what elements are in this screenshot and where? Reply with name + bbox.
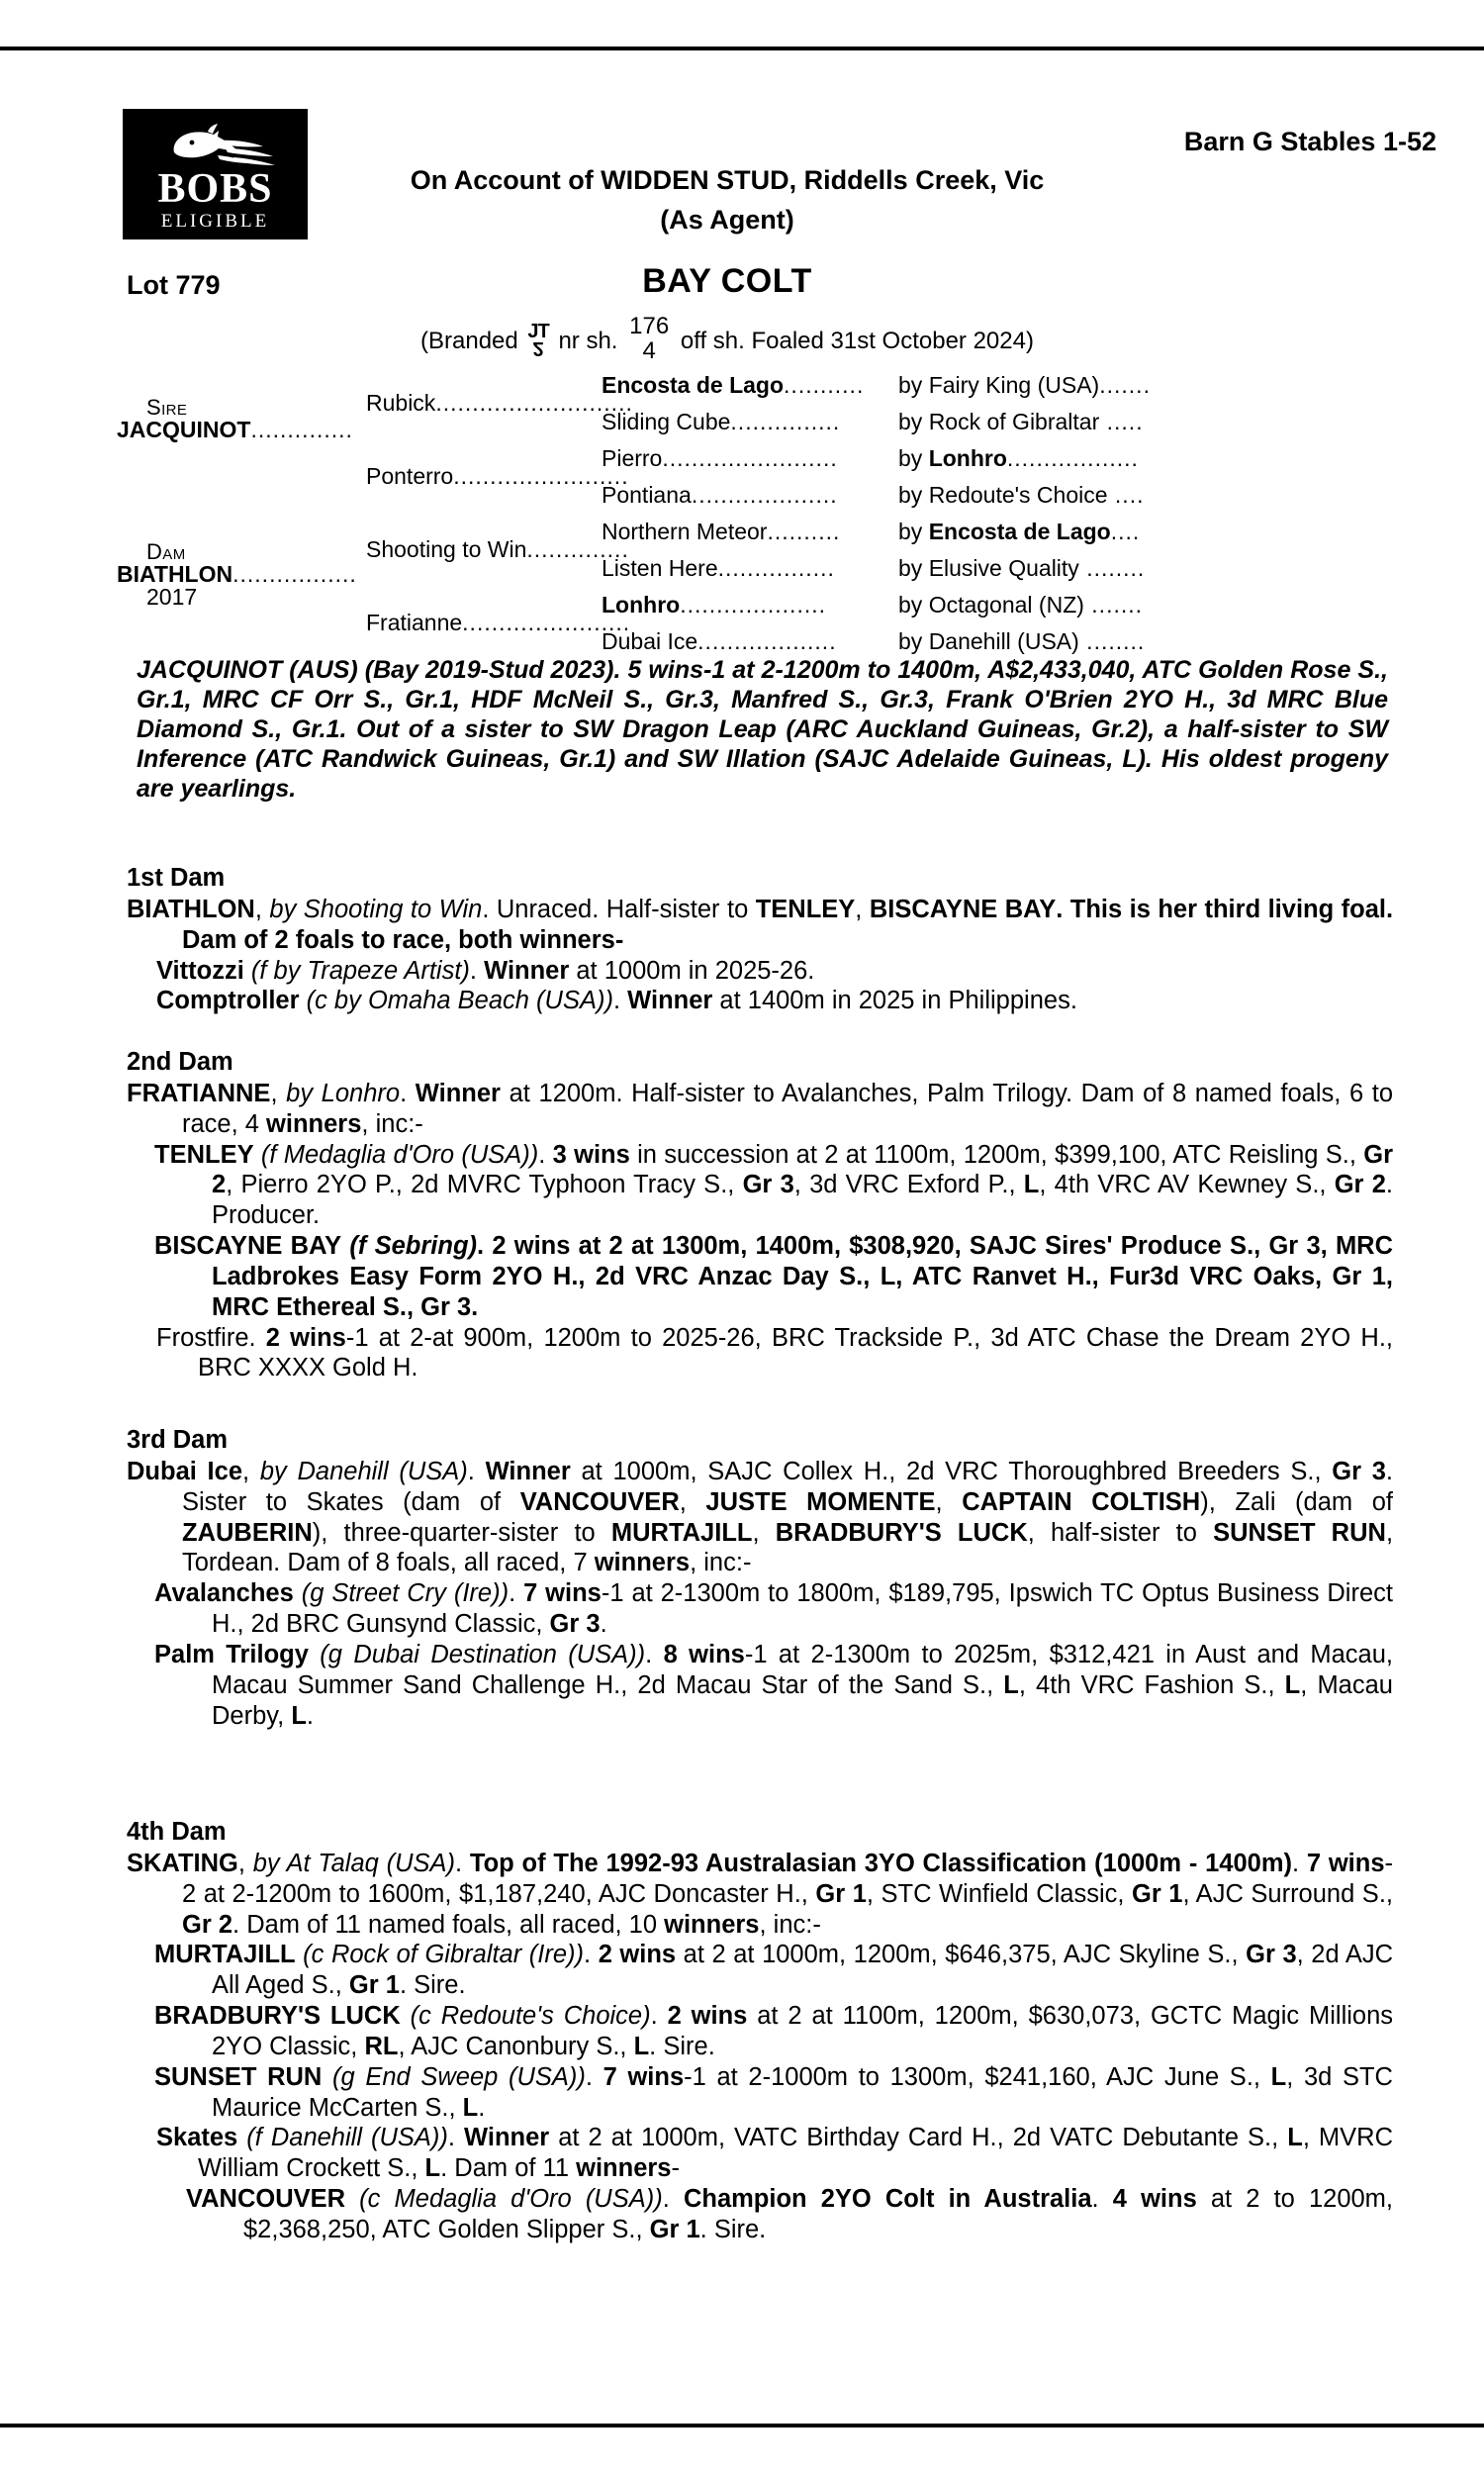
pedigree-gen2-1: Ponterro........................ [366,463,629,489]
pedigree-dam-block [117,540,364,609]
pedigree-gen3-0: Encosta de Lago........... [602,372,865,398]
pedigree-gen4-6: by Octagonal (NZ) ....... [898,592,1144,618]
sire-summary-paragraph: JACQUINOT (AUS) (Bay 2019-Stud 2023). 5 wins-1 at 2-1200m to 1400m, A$2,433,040, ATC Golden Rose S., Gr.1, MRC CF Orr S., Gr.1, HDF McNeil S., Gr.3, Manfred S., Gr.3, Frank O'Brien 2YO H., 3d MRC Blue Diamond S., Gr.1. Out of a sister to SW Dragon Leap (ARC Auckland Guineas, Gr.2), a half-sister to SW Inference (ATC Randwick Guineas, Gr.1) and SW Illation (SAJC Adelaide Guineas, L). His oldest progeny are yearlings. [137,656,1388,803]
first-dam-progeny-1: Comptroller (c by Omaha Beach (USA)). Winner at 1400m in 2025 in Philippines. [156,987,1077,1015]
second-dam-progeny-1: BISCAYNE BAY (f Sebring). 2 wins at 2 at 1300m, 1400m, $308,920, SAJC Sires' Produce S., Gr 3, MRC Ladbrokes Easy Form 2YO H., 2d VRC Anzac Day S., L, ATC Ranvet H., Fur3d VRC Oaks, Gr 1, MRC Ethereal S., Gr 3. [154,1232,1394,1321]
fourth-dam-section [127,1817,1393,2245]
pedigree-gen4-2: by Lonhro.................. [898,445,1139,471]
first-dam-section [127,863,1393,1016]
fourth-dam-main: SKATING, by At Talaq (USA). Top of The 1992-93 Australasian 3YO Classification (1000m - 1400m). 7 wins-2 at 2-1200m to 1600m, $1,187,240, AJC Doncaster H., Gr 1, STC Winfield Classic, Gr 1, AJC Surround S., Gr 2. Dam of 11 named foals, all raced, 10 winners, inc:- [127,1849,1394,1939]
dam-label: Dam [146,539,186,564]
pedigree-gen4-7: by Danehill (USA) ........ [898,628,1146,654]
second-dam-main: FRATIANNE, by Lonhro. Winner at 1200m. Half-sister to Avalanches, Palm Trilogy. Dam of 8 named foals, 6 to race, 4 winners, inc:- [127,1079,1394,1138]
fourth-dam-heading: 4th Dam [127,1818,227,1846]
near-shoulder-brand-icon [527,322,548,358]
sire-label: Sire [146,395,188,420]
branded-suffix: off sh. Foaled 31st October 2024) [680,328,1034,355]
second-dam-heading: 2nd Dam [127,1048,233,1076]
brand-off-top: 176 [629,313,670,339]
logo-wordmark: BOBS [157,166,273,213]
third-dam-section [127,1425,1393,1731]
pedigree-gen4-1: by Rock of Gibraltar ..... [898,409,1144,434]
pedigree-gen4-0: by Fairy King (USA)....... [898,372,1151,398]
dam-name: BIATHLON................. [117,561,357,587]
pedigree-gen2-0: Rubick........................... [366,390,633,416]
pedigree-gen4-5: by Elusive Quality ........ [898,555,1146,581]
pedigree-gen3-3: Pontiana.................... [602,482,838,508]
page-bottom-rule [0,2424,1484,2427]
first-dam-heading: 1st Dam [127,864,226,892]
branded-middle: nr sh. [558,328,618,355]
logo-subtitle: ELIGIBLE [160,211,270,233]
dam-foaling-year: 2017 [146,584,198,610]
pedigree-gen2-2: Shooting to Win.............. [366,536,629,562]
third-dam-progeny-1: Palm Trilogy (g Dubai Destination (USA)). 8 wins-1 at 2-1300m to 2025m, $312,421 in Aust and Macau, Macau Summer Sand Challenge H., 2d Macau Star of the Sand S., L, 4th VRC Fashion S., L, Macau Derby, L. [154,1640,1394,1730]
second-dam-progeny-0: TENLEY (f Medaglia d'Oro (USA)). 3 wins in succession at 2 at 1100m, 1200m, $399,100, ATC Reisling S., Gr 2, Pierro 2YO P., 2d MVRC Typhoon Tracy S., Gr 3, 3d VRC Exford P., L, 4th VRC AV Kewney S., Gr 2. Producer. [154,1140,1393,1230]
pedigree-gen4-3: by Redoute's Choice .... [898,482,1145,508]
fourth-dam-progeny-3: Skates (f Danehill (USA)). Winner at 2 at 1000m, VATC Birthday Card H., 2d VATC Debutante S., L, MVRC William Crockett S., L. Dam of 11 winners- [156,2124,1394,2183]
barn-stables-label: Barn G Stables 1-52 [1183,127,1437,156]
second-dam-section [127,1047,1393,1383]
pedigree-sire-block [117,396,364,441]
brand-off-bottom: 4 [642,337,656,365]
pedigree-gen3-2: Pierro........................ [602,445,838,471]
page-title: BAY COLT [642,262,812,300]
as-agent-line: (As Agent) [660,205,794,235]
sire-name: JACQUINOT.............. [117,417,353,442]
third-dam-heading: 3rd Dam [127,1426,229,1454]
fourth-dam-progeny-2: SUNSET RUN (g End Sweep (USA)). 7 wins-1 at 2-1000m to 1300m, $241,160, AJC June S., L, 3d STC Maurice McCarten S., L. [154,2062,1393,2122]
first-dam-progeny-0: Vittozzi (f by Trapeze Artist). Winner at 1000m in 2025-26. [156,956,815,985]
brand-nr-bottom: 2 [532,337,544,360]
third-dam-progeny-0: Avalanches (g Street Cry (Ire)). 7 wins-1 at 2-1300m to 1800m, $189,795, Ipswich TC Optus Business Direct H., 2d BRC Gunsynd Classic, Gr 3. [154,1579,1393,1639]
pedigree-gen3-4: Northern Meteor.......... [602,519,841,544]
pedigree-gen4-4: by Encosta de Lago.... [898,519,1141,544]
off-shoulder-brand-icon [629,314,669,363]
fourth-dam-progeny-4: VANCOUVER (c Medaglia d'Oro (USA)). Champion 2YO Colt in Australia. 4 wins at 2 to 1200m, $2,368,250, ATC Golden Slipper S., Gr 1. Sire. [186,2185,1394,2243]
branding-line [0,314,1454,363]
dam-dots: ................. [232,561,357,587]
pedigree-gen3-6: Lonhro.................... [602,592,827,618]
vendor-account-line: On Account of WIDDEN STUD, Riddells Creek, Vic [410,165,1045,195]
fourth-dam-progeny-1: BRADBURY'S LUCK (c Redoute's Choice). 2 wins at 2 at 1100m, 1200m, $630,073, GCTC Magic Millions 2YO Classic, RL, AJC Canonbury S., L. Sire. [154,2002,1394,2060]
second-dam-progeny-2: Frostfire. 2 wins-1 at 2-at 900m, 1200m to 2025-26, BRC Trackside P., 3d ATC Chase the Dream 2YO H., BRC XXXX Gold H. [156,1323,1393,1382]
pedigree-gen3-5: Listen Here................ [602,555,835,581]
pedigree-gen3-1: Sliding Cube............... [602,409,841,434]
lot-number: Lot 779 [127,270,221,300]
branded-prefix: (Branded [420,328,518,355]
fourth-dam-progeny-0: MURTAJILL (c Rock of Gibraltar (Ire)). 2 wins at 2 at 1000m, 1200m, $646,375, AJC Skyline S., Gr 3, 2d AJC All Aged S., Gr 1. Sire. [154,1941,1393,2000]
third-dam-main: Dubai Ice, by Danehill (USA). Winner at 1000m, SAJC Collex H., 2d VRC Thoroughbred Breeders S., Gr 3. Sister to Skates (dam of VANCOUVER, JUSTE MOMENTE, CAPTAIN COLTISH), Zali (dam of ZAUBERIN), three-quarter-sister to MURTAJILL, BRADBURY'S LUCK, half-sister to SUNSET RUN, Tordean. Dam of 8 foals, all raced, 7 winners, inc:- [127,1457,1394,1577]
sire-dots: .............. [250,417,353,442]
pedigree-gen2-3: Fratianne....................... [366,610,631,635]
first-dam-main: BIATHLON, by Shooting to Win. Unraced. Half-sister to TENLEY, BISCAYNE BAY. This is her third living foal. Dam of 2 foals to race, both winners- [127,895,1394,954]
pedigree-gen3-7: Dubai Ice................... [602,628,837,654]
page-top-rule [0,47,1484,50]
brand-nr-top: JT [527,321,549,343]
